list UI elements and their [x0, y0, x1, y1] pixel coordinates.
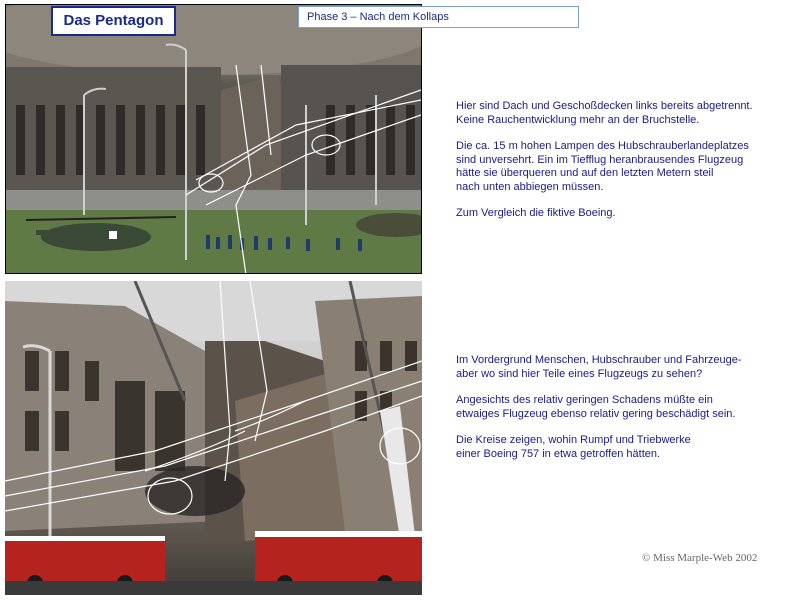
caption-bottom-paragraph: Angesichts des relativ geringen Schadens müßte ein etwaiges Flugzeug ebenso relativ gering beschädigt sein.	[456, 394, 736, 420]
photo-bottom-illustration	[5, 281, 422, 595]
photo-top-illustration	[6, 5, 422, 274]
caption-top-paragraph: Die ca. 15 m hohen Lampen des Hubschrauberlandeplatzes sind unversehrt. Ein im Tiefflug heranbrausendes Flugzeug hätte sie überqueren und auf den letzten Metern steil nach unten abbiegen müssen.	[456, 140, 749, 193]
phase-label: Phase 3 – Nach dem Kollaps	[298, 6, 579, 28]
page-title: Das Pentagon	[51, 6, 176, 36]
photo-pentagon-damage-closeup	[5, 281, 422, 595]
caption-top-paragraph: Hier sind Dach und Geschoßdecken links bereits abgetrennt. Keine Rauchentwicklung mehr an der Bruchstelle.	[456, 100, 753, 126]
caption-bottom	[456, 354, 801, 474]
caption-bottom-paragraph: Im Vordergrund Menschen, Hubschrauber und Fahrzeuge- aber wo sind hier Teile eines Flugzeugs zu sehen?	[456, 354, 742, 380]
caption-top-paragraph: Zum Vergleich die fiktive Boeing.	[456, 207, 616, 219]
caption-bottom-paragraph: Die Kreise zeigen, wohin Rumpf und Triebwerke einer Boeing 757 in etwa getroffen hätten.	[456, 434, 691, 460]
caption-top	[456, 100, 801, 234]
photo-pentagon-collapse	[5, 4, 422, 274]
copyright-notice: © Miss Marple-Web 2002	[642, 552, 758, 564]
